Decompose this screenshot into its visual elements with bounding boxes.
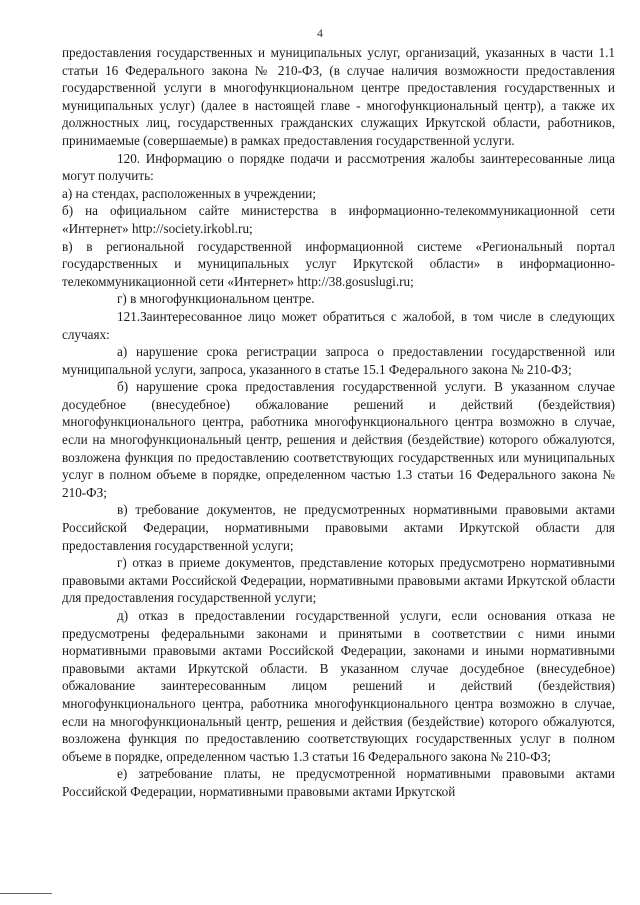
paragraph-120-a: а) на стендах, расположенных в учреждении; (62, 185, 317, 201)
paragraph-120-v: в) в региональной государственной информационной системе «Региональный портал государственных и муниципальных услуг Иркутской области» в информационно-телекоммуникационной сети «Интернет» http://38.gosuslugi.ru; (62, 238, 615, 289)
paragraph-120-b: б) на официальном сайте министерства в информационно-телекоммуникационной сети «Интернет» http://society.irkobl.ru; (62, 203, 615, 236)
paragraph-121-b: б) нарушение срока предоставления государственной услуги. В указанном случае досудебное (внесудебное) обжалование решений и действий (бездействия) многофункционального центра, работника многофункционального центра возможно в случае, если на многофункциональный центр, решения и действия (бездействие) которого обжалуются, возложена функция по предоставлению соответствующих государственных или муниципальных услуг в полном объеме в порядке, определенном частью 1.3 статьи 16 Федерального закона № 210-ФЗ; (62, 379, 615, 500)
paragraph-121: 121.Заинтересованное лицо может обратиться с жалобой, в том числе в следующих случаях: (62, 308, 615, 342)
paragraph-121-e: е) затребование платы, не предусмотренной нормативными правовыми актами Российской Федерации, нормативными правовыми актами Иркутской (62, 766, 615, 799)
paragraph-120-g: г) в многофункциональном центре. (117, 291, 315, 307)
paragraph-120: 120. Информацию о порядке подачи и рассмотрения жалобы заинтересованные лица могут получить: (62, 150, 615, 184)
paragraph-121-g: г) отказ в приеме документов, представление которых предусмотрено нормативными правовыми актами Российской Федерации, нормативными правовыми актами Иркутской области для предоставления государственной услуги; (62, 555, 615, 606)
document-body (62, 44, 615, 801)
paragraph-121-a: а) нарушение срока регистрации запроса о предоставлении государственной или муниципальной услуги, запроса, указанного в статье 15.1 Федерального закона № 210-ФЗ; (62, 344, 615, 377)
paragraph-121-v: в) требование документов, не предусмотренных нормативными правовыми актами Российской Федерации, нормативными правовыми актами Иркутской области для предоставления государственной услуги; (62, 502, 615, 553)
footnote-divider (0, 893, 52, 894)
paragraph-intro-continuation: предоставления государственных и муниципальных услуг, организаций, указанных в части 1.1 статьи 16 Федерального закона № 210-ФЗ, (в случае наличия возможности предоставления государственной услуги в многофункциональном центре предоставления государственных и муниципальных услуг) (далее в настоящей главе - многофункциональный центр), а также их должностных лиц, государственных гражданских служащих Иркутской области, работников, принимаемые (совершаемые) в рамках предоставления государственной услуги. (62, 45, 615, 148)
page-number: 4 (317, 26, 323, 40)
paragraph-121-d: д) отказ в предоставлении государственной услуги, если основания отказа не предусмотрены федеральными законами и принятыми в соответствии с ними иными нормативными правовыми актами Российской Федерации, законами и иными нормативными правовыми актами Иркутской области. В указанном случае досудебное (внесудебное) обжалование заинтересованным лицом решений и действий (бездействия) многофункционального центра, работника многофункционального центра возможно в случае, если на многофункциональный центр, решения и действия (бездействие) которого обжалуются, возложена функция по предоставлению соответствующих государственных услуг в полном объеме в порядке, определенном частью 1.3 статьи 16 Федерального закона № 210-ФЗ; (62, 608, 615, 764)
